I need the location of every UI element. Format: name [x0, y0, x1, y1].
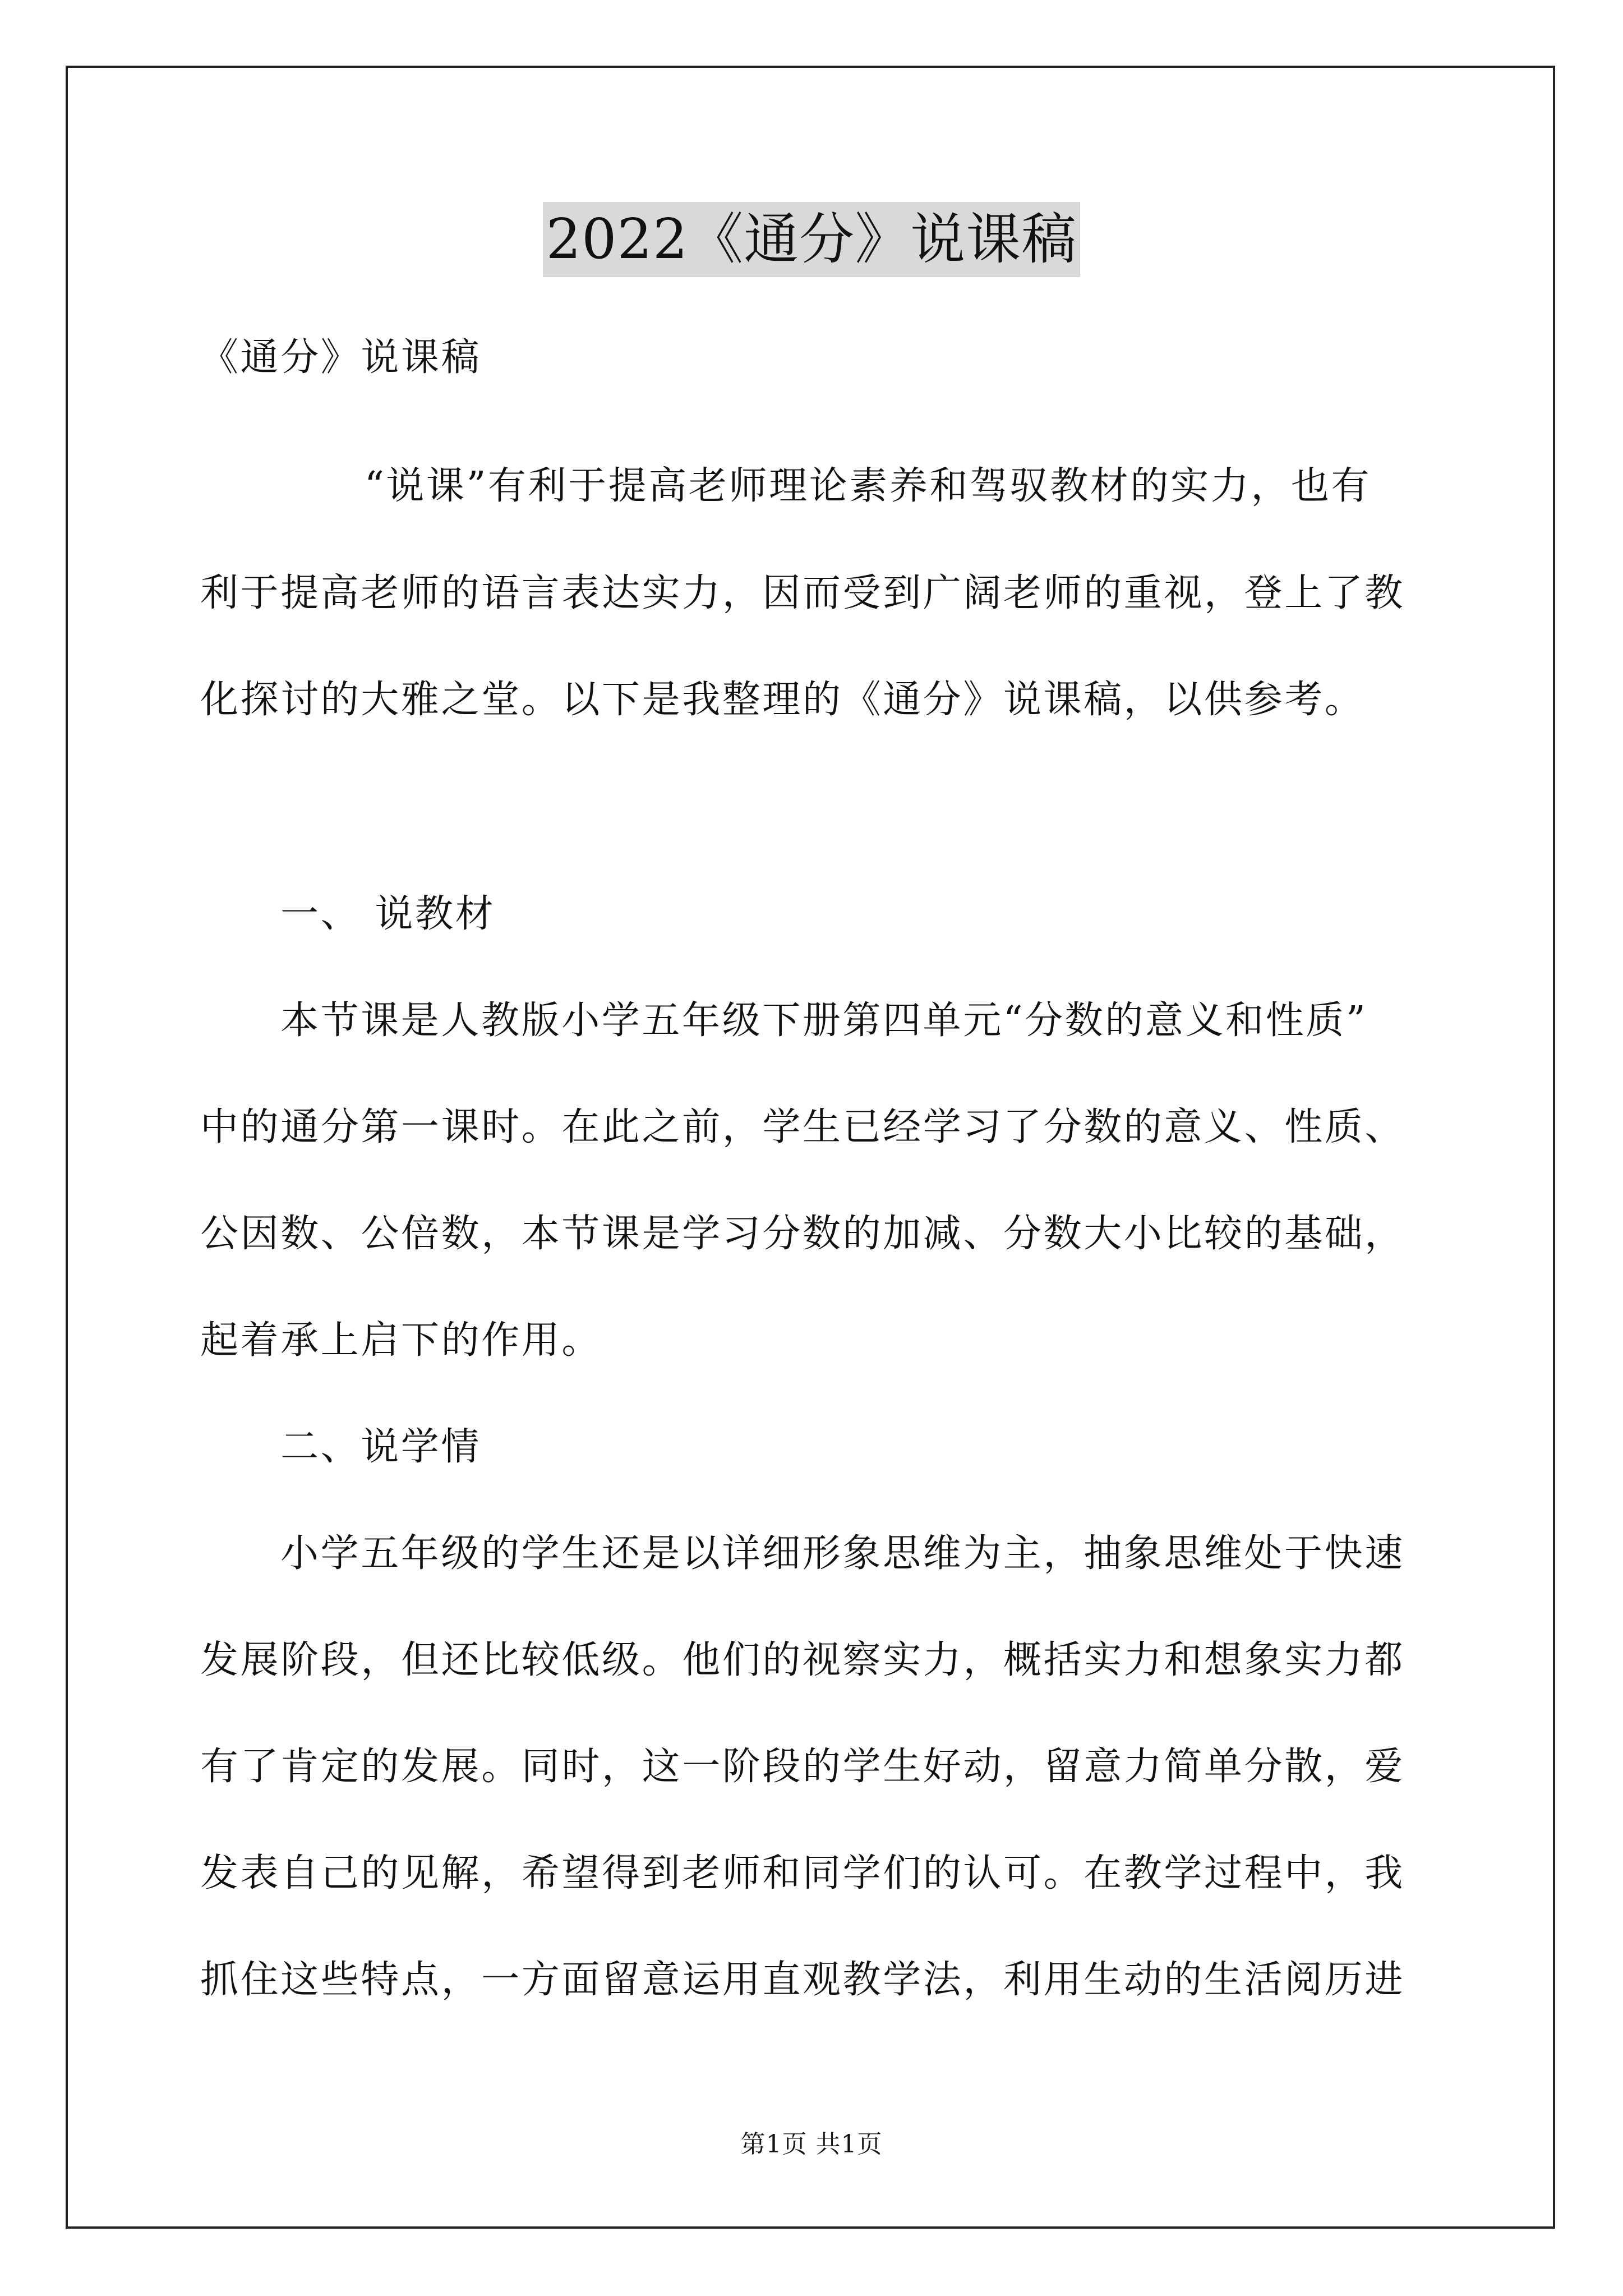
- section2-line-2: 发展阶段，但还比较低级。他们的视察实力，概括实力和想象实力都: [200, 1638, 1405, 1682]
- section1-line-3: 公因数、公倍数，本节课是学习分数的加减、分数大小比较的基础，: [200, 1212, 1405, 1256]
- section1-line-1: 本节课是人教版小学五年级下册第四单元“分数的意义和性质”: [280, 999, 1368, 1043]
- document-subtitle: 《通分》说课稿: [200, 335, 482, 380]
- section2-line-1: 小学五年级的学生还是以详细形象思维为主，抽象思维处于快速: [280, 1531, 1405, 1576]
- section-heading-student-analysis: 二、说学情: [280, 1425, 482, 1469]
- intro-line-2: 利于提高老师的语言表达实力，因而受到广阔老师的重视，登上了教: [200, 571, 1405, 615]
- section-heading-teaching-material: 一、 说教材: [280, 892, 496, 936]
- section2-line-4: 发表自己的见解，希望得到老师和同学们的认可。在教学过程中，我: [200, 1851, 1405, 1895]
- section1-line-2: 中的通分第一课时。在此之前，学生已经学习了分数的意义、性质、: [200, 1105, 1405, 1149]
- section2-line-5: 抓住这些特点，一方面留意运用直观教学法，利用生动的生活阅历进: [200, 1958, 1405, 2002]
- page-footer: 第1页 共1页: [740, 2130, 883, 2159]
- section1-line-4: 起着承上启下的作用。: [200, 1318, 602, 1363]
- title-container: [0, 202, 1623, 277]
- intro-line-1: “说课”有利于提高老师理论素养和驾驭教材的实力，也有: [365, 464, 1372, 508]
- section2-line-3: 有了肯定的发展。同时，这一阶段的学生好动，留意力简单分散，爱: [200, 1745, 1405, 1789]
- document-title: 2022《通分》说课稿: [543, 202, 1080, 277]
- intro-line-3: 化探讨的大雅之堂。以下是我整理的《通分》说课稿，以供参考。: [200, 678, 1365, 722]
